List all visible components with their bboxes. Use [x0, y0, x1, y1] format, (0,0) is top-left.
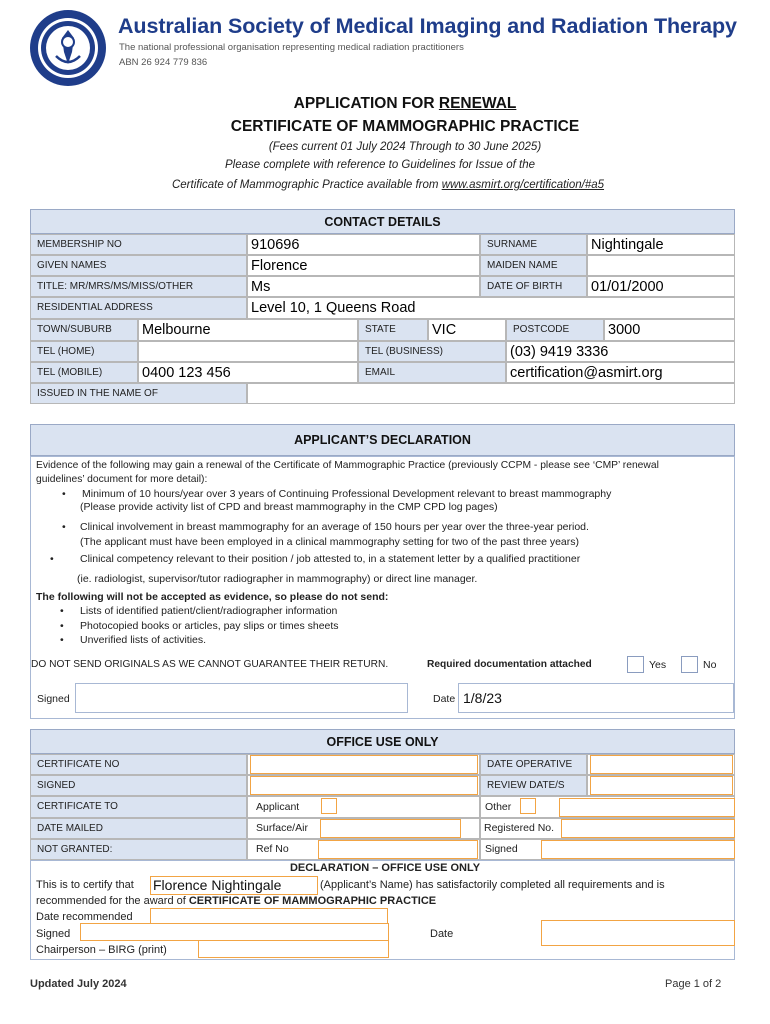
applicant-signature-field[interactable]: [75, 683, 408, 713]
office-signed-field[interactable]: [250, 776, 478, 795]
required-docs-yes-checkbox[interactable]: [627, 656, 644, 673]
not-accepted-item-3: Unverified lists of activities.: [80, 634, 207, 646]
office-declaration-heading: DECLARATION – OFFICE USE ONLY: [289, 862, 481, 874]
not-accepted-heading: The following will not be accepted as evidence, so please do not send:: [36, 591, 389, 603]
declaration-date-field[interactable]: 1/8/23: [458, 683, 734, 713]
page-number: Page 1 of 2: [665, 978, 722, 990]
evidence-competency-line1: Clinical competency relevant to their position / job attested to, in a statement letter by a qualified practitioner: [80, 553, 581, 565]
registered-no-label: Registered No.: [484, 822, 555, 834]
chairperson-label: Chairperson – BIRG (print): [36, 944, 167, 956]
not-granted-label: NOT GRANTED:: [30, 839, 247, 860]
declaration-header: APPLICANT’S DECLARATION: [30, 424, 735, 456]
surface-air-label: Surface/Air: [256, 822, 308, 834]
no-originals-warning: DO NOT SEND ORIGINALS AS WE CANNOT GUARANTEE THEIR RETURN.: [31, 659, 389, 670]
email-field[interactable]: certification@asmirt.org: [506, 362, 735, 383]
other-checkbox[interactable]: [520, 798, 536, 814]
title-field[interactable]: Ms: [247, 276, 480, 297]
tel-mobile-field[interactable]: 0400 123 456: [138, 362, 358, 383]
title-label: TITLE: MR/MRS/MS/MISS/OTHER: [30, 276, 247, 297]
membership-no-label: MEMBERSHIP NO: [30, 234, 247, 255]
maiden-name-field[interactable]: [587, 255, 735, 276]
issued-name-field[interactable]: [247, 383, 735, 404]
bullet-1-icon: •: [62, 488, 66, 500]
certificate-to-label: CERTIFICATE TO: [30, 796, 247, 818]
certificate-no-field[interactable]: [250, 755, 478, 774]
maiden-name-label: MAIDEN NAME: [480, 255, 587, 276]
evidence-cpd-line1: Minimum of 10 hours/year over 3 years of Continuing Professional Development relevant to breast mammography: [82, 488, 612, 500]
office-signed3-field[interactable]: [80, 923, 389, 941]
surname-label: SURNAME: [480, 234, 587, 255]
form-title-line2: CERTIFICATE OF MAMMOGRAPHIC PRACTICE: [230, 118, 580, 135]
organisation-name: Australian Society of Medical Imaging and Radiation Therapy: [118, 14, 737, 38]
ref-no-label: Ref No: [256, 843, 289, 855]
bullet-3-icon: •: [50, 553, 54, 565]
declaration-intro-line2: guidelines’ document for more detail):: [36, 474, 208, 485]
given-names-field[interactable]: Florence: [247, 255, 480, 276]
award-name: CERTIFICATE OF MAMMOGRAPHIC PRACTICE: [188, 895, 437, 907]
office-signed3-label: Signed: [36, 928, 71, 940]
certificate-no-label: CERTIFICATE NO: [30, 754, 247, 775]
ref-no-field[interactable]: [318, 840, 478, 859]
bullet-4-icon: •: [60, 605, 64, 617]
tel-business-field[interactable]: (03) 9419 3336: [506, 341, 735, 362]
bullet-2-icon: •: [62, 521, 66, 533]
date-mailed-label: DATE MAILED: [30, 818, 247, 839]
tel-business-label: TEL (BUSINESS): [358, 341, 506, 362]
not-accepted-item-1: Lists of identified patient/client/radiographer information: [80, 605, 338, 617]
certify-suffix: (Applicant’s Name) has satisfactorily completed all requirements and is: [320, 879, 665, 891]
office-date-label: Date: [430, 928, 454, 940]
contact-details-header: CONTACT DETAILS: [30, 209, 735, 234]
declaration-intro-line1: Evidence of the following may gain a renewal of the Certificate of Mammographic Practice (previously CCPM - please see ‘CMP’ renewal: [36, 460, 659, 471]
not-granted-signed-label: Signed: [485, 843, 518, 855]
review-dates-label: REVIEW DATE/S: [480, 775, 587, 796]
fees-note: (Fees current 01 July 2024 Through to 30 June 2025): [268, 141, 542, 153]
state-field[interactable]: VIC: [428, 319, 506, 341]
bullet-5-icon: •: [60, 620, 64, 632]
dob-label: DATE OF BIRTH: [480, 276, 587, 297]
yes-label: Yes: [649, 659, 667, 671]
form-title-line1: APPLICATION FOR RENEWAL: [293, 95, 517, 112]
not-granted-signed-field[interactable]: [541, 840, 735, 859]
evidence-clinical-line2: (The applicant must have been employed in a clinical mammography setting for two of the past three years): [80, 536, 580, 548]
surface-air-field[interactable]: [320, 819, 461, 838]
state-label: STATE: [358, 319, 428, 341]
required-docs-label: Required documentation attached: [427, 659, 592, 670]
certify-applicant-name-field[interactable]: Florence Nightingale: [150, 876, 318, 895]
other-field[interactable]: [559, 798, 735, 817]
date-recommended-label: Date recommended: [36, 911, 133, 923]
surname-field[interactable]: Nightingale: [587, 234, 735, 255]
chairperson-field[interactable]: [198, 940, 389, 958]
given-names-label: GIVEN NAMES: [30, 255, 247, 276]
evidence-competency-line2: (ie. radiologist, supervisor/tutor radiographer in mammography) or direct line manager.: [77, 573, 478, 585]
evidence-cpd-line2: (Please provide activity list of CPD and breast mammography in the CMP CPD log pages): [80, 501, 498, 513]
town-label: TOWN/SUBURB: [30, 319, 138, 341]
applicant-option-label: Applicant: [256, 801, 300, 813]
membership-no-field[interactable]: 910696: [247, 234, 480, 255]
updated-date: Updated July 2024: [30, 978, 127, 990]
date-label: Date: [433, 693, 456, 705]
office-use-header: OFFICE USE ONLY: [30, 729, 735, 754]
review-dates-field[interactable]: [590, 776, 733, 795]
evidence-clinical-line1: Clinical involvement in breast mammography for an average of 150 hours per year over the three-year period.: [80, 521, 589, 533]
renewal-word: RENEWAL: [438, 95, 517, 112]
office-date-field[interactable]: [541, 920, 735, 946]
address-label: RESIDENTIAL ADDRESS: [30, 297, 247, 319]
dob-field[interactable]: 01/01/2000: [587, 276, 735, 297]
registered-no-field[interactable]: [561, 819, 735, 838]
required-docs-no-checkbox[interactable]: [681, 656, 698, 673]
town-field[interactable]: Melbourne: [138, 319, 358, 341]
award-line: recommended for the award of CERTIFICATE OF MAMMOGRAPHIC PRACTICE: [36, 895, 437, 907]
asmirt-logo: [28, 8, 108, 88]
no-label: No: [703, 659, 717, 671]
tel-home-field[interactable]: [138, 341, 358, 362]
other-option-label: Other: [485, 801, 512, 813]
date-operative-label: DATE OPERATIVE: [480, 754, 587, 775]
postcode-label: POSTCODE: [506, 319, 604, 341]
guidelines-link[interactable]: www.asmirt.org/certification/#a5: [441, 179, 605, 191]
issued-name-label: ISSUED IN THE NAME OF: [30, 383, 247, 404]
date-operative-field[interactable]: [590, 755, 733, 774]
signed-label: Signed: [37, 693, 70, 705]
office-signed-label: SIGNED: [30, 775, 247, 796]
instruction-line2: Certificate of Mammographic Practice available from www.asmirt.org/certification/#a5: [171, 179, 605, 191]
not-accepted-item-2: Photocopied books or articles, pay slips or times sheets: [80, 620, 339, 632]
certify-prefix: This is to certify that: [36, 879, 134, 891]
tel-mobile-label: TEL (MOBILE): [30, 362, 138, 383]
organisation-abn: ABN 26 924 779 836: [119, 57, 208, 68]
instruction-line1: Please complete with reference to Guidelines for Issue of the: [224, 159, 536, 171]
bullet-6-icon: •: [60, 634, 64, 646]
email-label: EMAIL: [358, 362, 506, 383]
organisation-tagline: The national professional organisation representing medical radiation practitioners: [119, 42, 464, 53]
tel-home-label: TEL (HOME): [30, 341, 138, 362]
applicant-checkbox[interactable]: [321, 798, 337, 814]
address-field[interactable]: Level 10, 1 Queens Road: [247, 297, 735, 319]
postcode-field[interactable]: 3000: [604, 319, 735, 341]
